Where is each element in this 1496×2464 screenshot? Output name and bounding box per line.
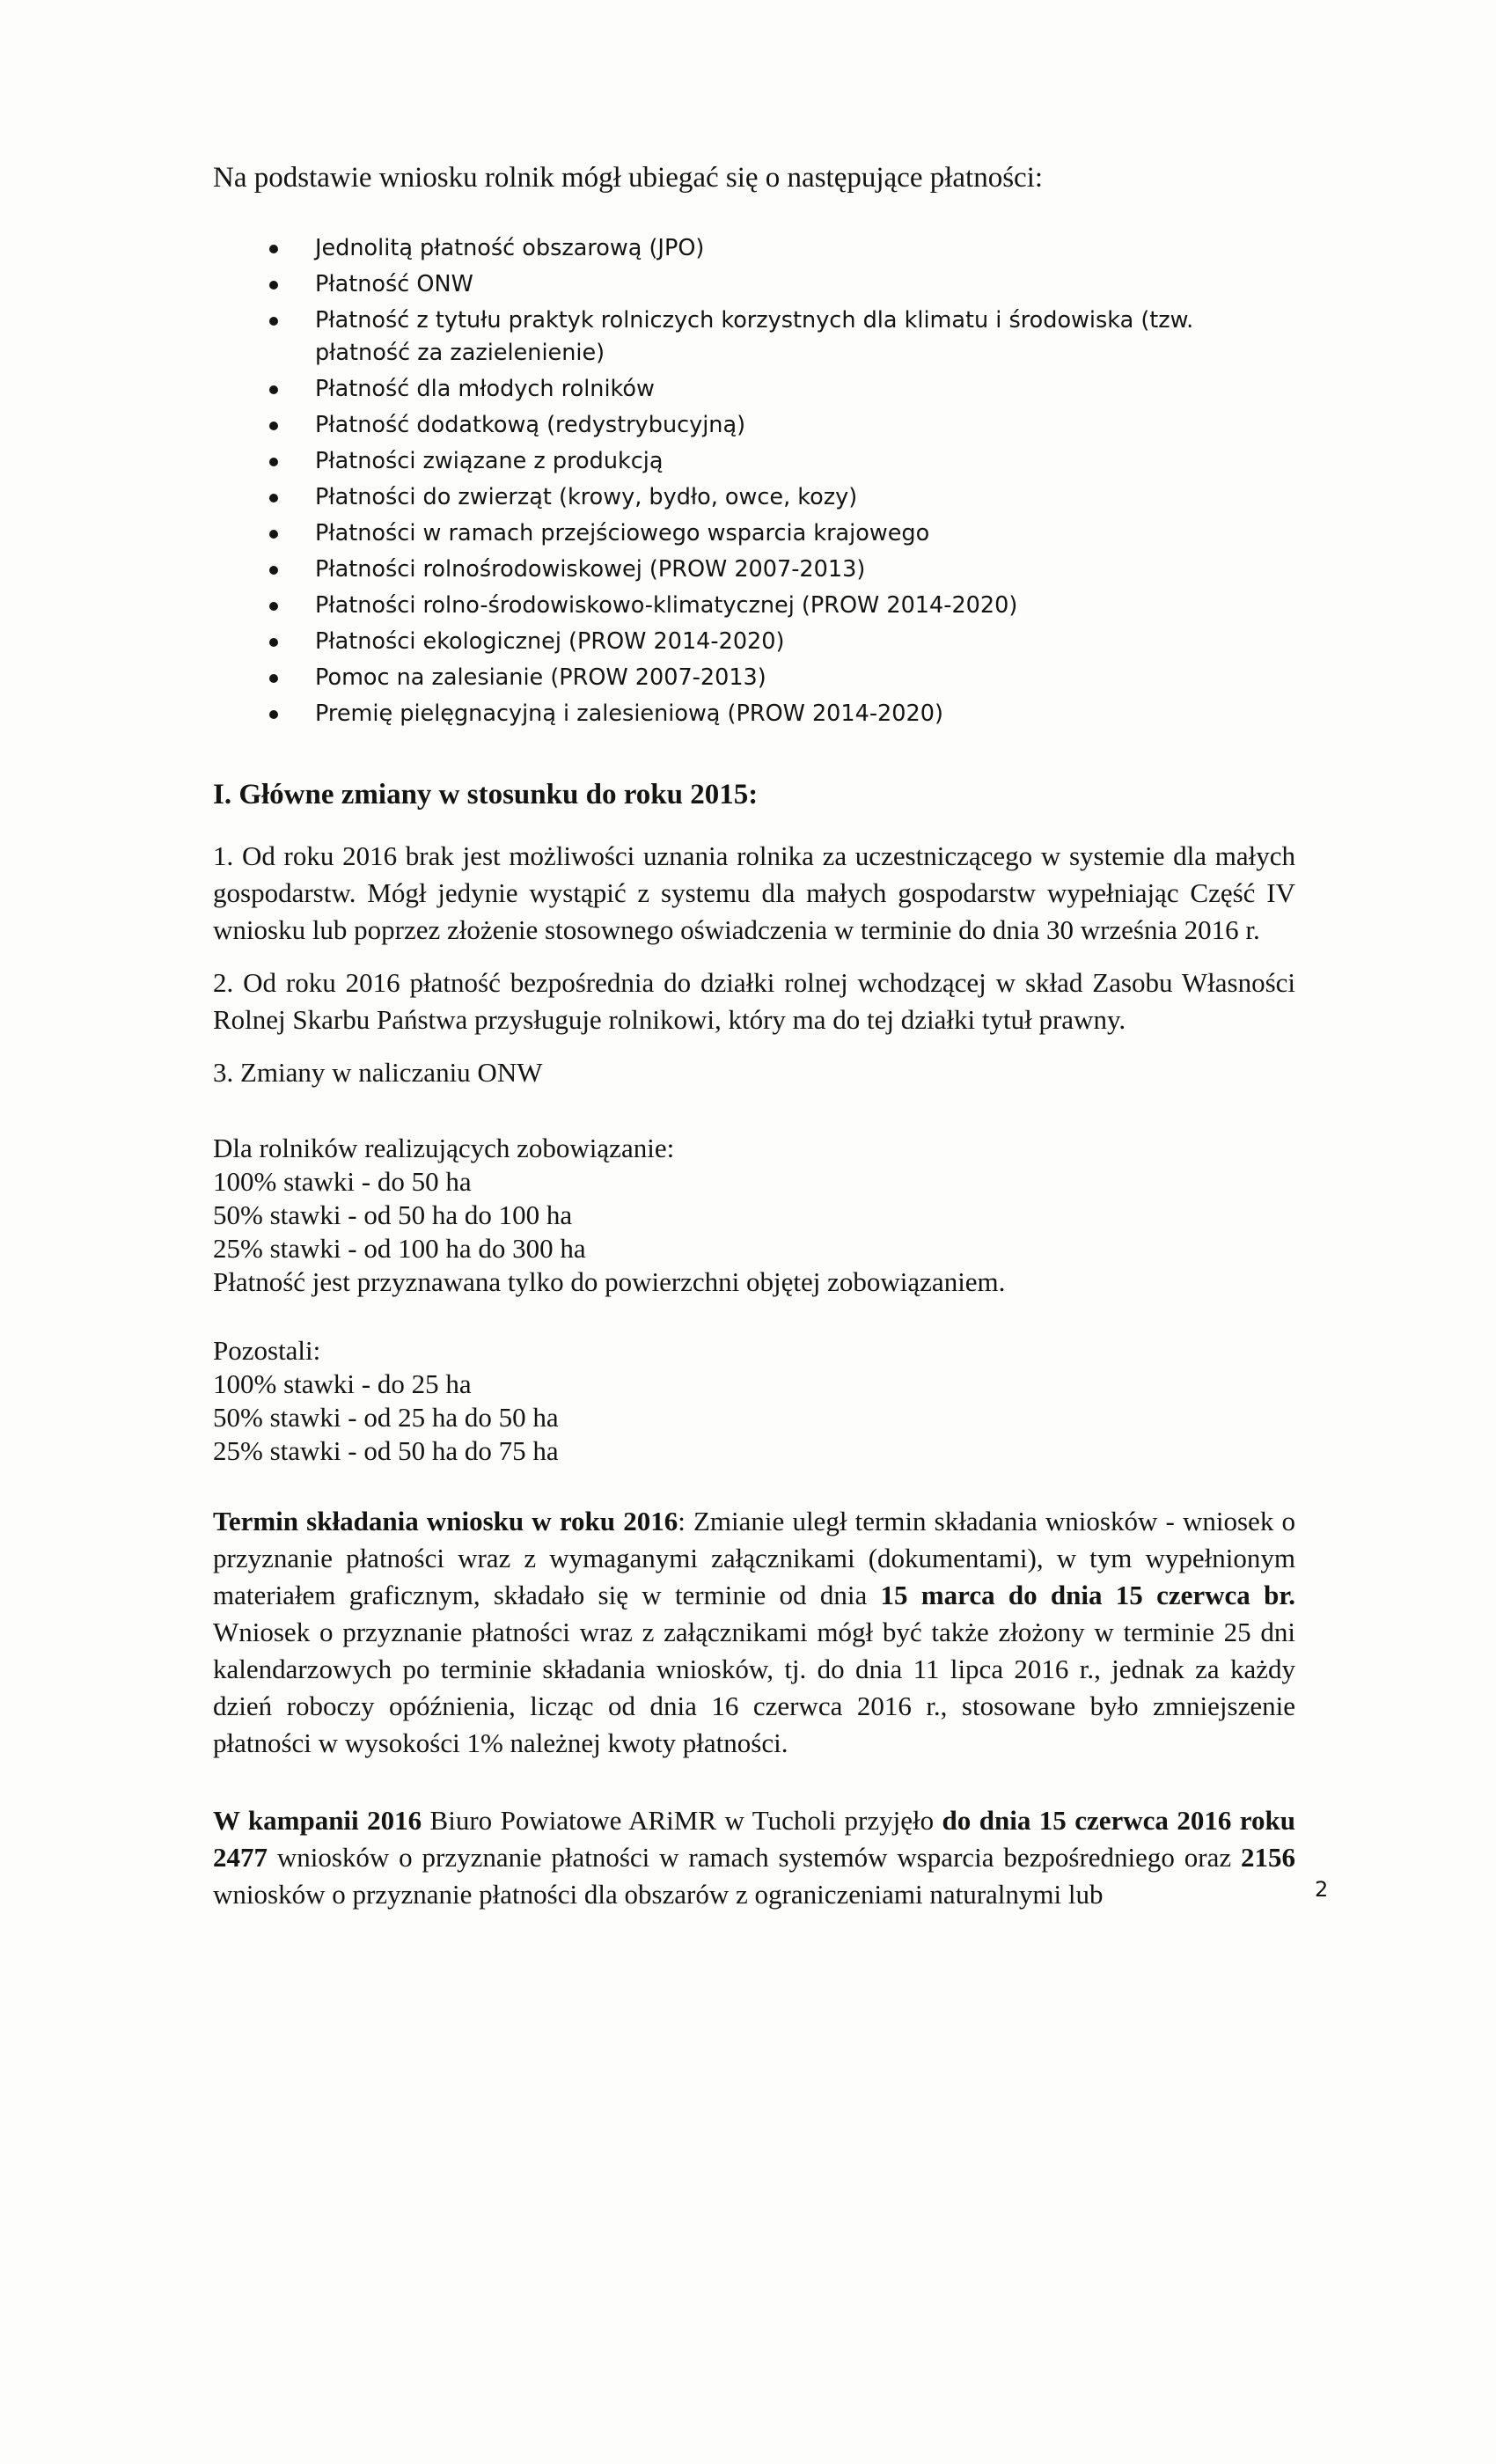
onw-committed-header: Dla rolników realizujących zobowiązanie: <box>213 1133 675 1163</box>
list-item: Płatności do zwierząt (krowy, bydło, owce, kozy) <box>213 481 1295 514</box>
deadline-dates: 15 marca do dnia 15 czerwca br. <box>880 1580 1295 1610</box>
change-paragraph-3: 3. Zmiany w naliczaniu ONW <box>213 1057 543 1088</box>
list-item: Premię pielęgnacyjną i zalesieniową (PROW 2014-2020) <box>213 698 1295 730</box>
list-item: Jednolitą płatność obszarową (JPO) <box>213 232 1295 265</box>
rate-line: 50% stawki - od 25 ha do 50 ha <box>213 1402 559 1433</box>
section-heading: I. Główne zmiany w stosunku do roku 2015: <box>213 779 759 810</box>
document-body <box>213 158 1295 1929</box>
intro-text: Na podstawie wniosku rolnik mógł ubiegać się o następujące płatności: <box>213 162 1044 194</box>
change-paragraph-1: 1. Od roku 2016 brak jest możliwości uznania rolnika za uczestniczącego w systemie dla małych gospodarstw. Mógł jedynie wystąpić z systemu dla małych gospodarstw wypełniając Część IV wniosku lub poprzez złożenie stosownego oświadczenia w terminie do dnia 30 września 2016 r. <box>213 840 1295 945</box>
onw-others-header: Pozostali: <box>213 1335 321 1366</box>
list-item: Płatności w ramach przejściowego wsparcia krajowego <box>213 517 1295 550</box>
bullet-icon <box>269 602 278 611</box>
onw-others-block <box>213 1334 1295 1468</box>
rate-line: 100% stawki - do 50 ha <box>213 1166 472 1197</box>
deadline-label: Termin składania wniosku w roku 2016 <box>213 1506 678 1536</box>
list-item: Płatności rolno-środowiskowo-klimatycznej (PROW 2014-2020) <box>213 590 1295 622</box>
bullet-icon <box>269 494 278 502</box>
bullet-icon <box>269 281 278 290</box>
bullet-icon <box>269 710 278 719</box>
bullet-icon <box>269 422 278 430</box>
list-item: Płatność dodatkową (redystrybucyjną) <box>213 409 1295 442</box>
bullet-icon <box>269 245 278 253</box>
list-item: Płatność dla młodych rolników <box>213 373 1295 406</box>
rate-line: 25% stawki - od 50 ha do 75 ha <box>213 1435 559 1466</box>
rate-line: 50% stawki - od 50 ha do 100 ha <box>213 1199 573 1230</box>
change-paragraph-2: 2. Od roku 2016 płatność bezpośrednia do działki rolnej wchodzącej w skład Zasobu Własności Rolnej Skarbu Państwa przysługuje rolnikowi, który ma do tej działki tytuł prawny. <box>213 967 1295 1035</box>
bullet-icon <box>269 566 278 575</box>
bullet-icon <box>269 385 278 394</box>
bullet-icon <box>269 458 278 466</box>
page-number: 2 <box>1315 1877 1329 1902</box>
list-item: Płatność ONW <box>213 268 1295 301</box>
list-item: Płatności związane z produkcją <box>213 445 1295 478</box>
rate-line: 100% stawki - do 25 ha <box>213 1368 472 1399</box>
onw-committed-note: Płatność jest przyznawana tylko do powierzchni objętej zobowiązaniem. <box>213 1266 1006 1297</box>
bullet-icon <box>269 317 278 326</box>
payments-list <box>213 232 1295 730</box>
list-item: Płatności rolnośrodowiskowej (PROW 2007-2013) <box>213 554 1295 586</box>
list-item: Płatności ekologicznej (PROW 2014-2020) <box>213 626 1295 658</box>
bullet-icon <box>269 638 278 647</box>
bullet-icon <box>269 530 278 539</box>
onw-committed-block <box>213 1132 1295 1299</box>
rate-line: 25% stawki - od 100 ha do 300 ha <box>213 1233 586 1264</box>
list-item: Pomoc na zalesianie (PROW 2007-2013) <box>213 662 1295 694</box>
bullet-icon <box>269 674 278 683</box>
deadline-paragraph: Termin składania wniosku w roku 2016: Zmianie uległ termin składania wniosków - wniosek o przyznanie płatności wraz z wymaganymi załącznikami (dokumentami), w tym wypełnionym materiałem graficznym, składało się w terminie od dnia 15 marca do dnia 15 czerwca br. Wniosek o przyznanie płatności wraz z załącznikami mógł być także złożony w terminie 25 dni kalendarzowych po terminie składania wniosków, tj. do dnia 11 lipca 2016 r., jednak za każdy dzień roboczy opóźnienia, licząc od dnia 16 czerwca 2016 r., stosowane było zmniejszenie płatności w wysokości 1% należnej kwoty płatności. <box>213 1506 1295 1758</box>
campaign-paragraph: W kampanii 2016 Biuro Powiatowe ARiMR w Tucholi przyjęło do dnia 15 czerwca 2016 roku 2477 wniosków o przyznanie płatności w ramach systemów wsparcia bezpośredniego oraz 2156 wniosków o przyznanie płatności dla obszarów z ograniczeniami naturalnymi lub <box>213 1805 1295 1910</box>
list-item: Płatność z tytułu praktyk rolniczych korzystnych dla klimatu i środowiska (tzw. płatność za zazielenienie) <box>213 304 1295 370</box>
